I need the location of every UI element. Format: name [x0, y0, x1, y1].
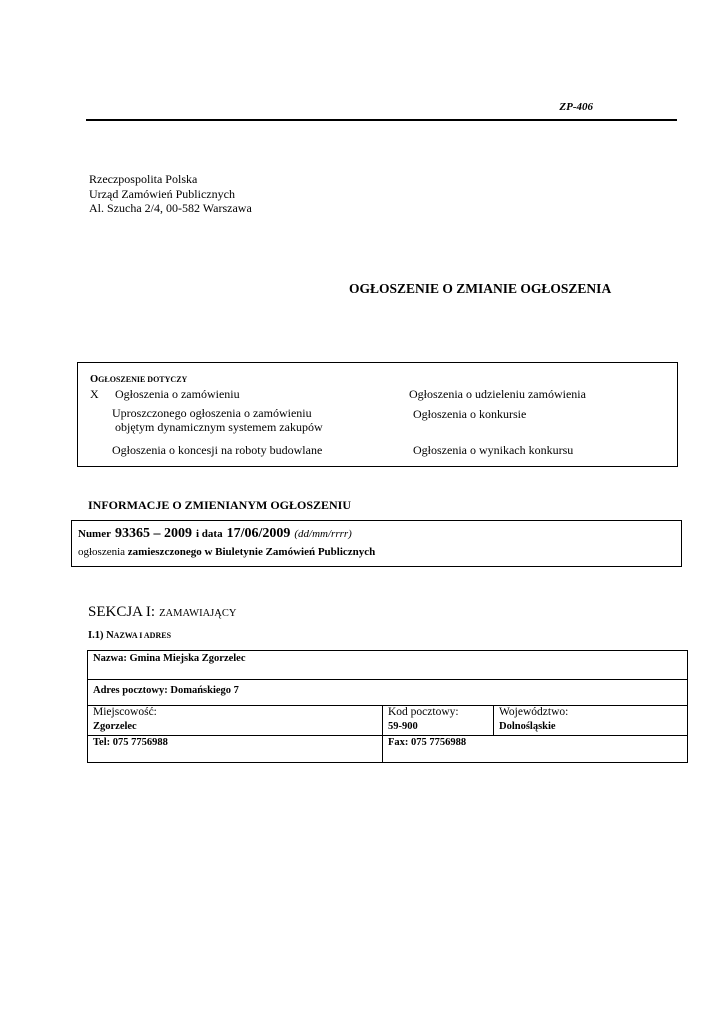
option-zamowienie[interactable]: Ogłoszenia o zamówieniu [115, 387, 240, 401]
date-format: (dd/mm/rrrr) [294, 528, 352, 540]
postal-code-label: Kod pocztowy: [388, 706, 459, 718]
publication-line: ogłoszenia zamieszczonego w Biuletynie Zamówień Publicznych [78, 546, 376, 558]
option-wyniki[interactable]: Ogłoszenia o wynikach konkursu [413, 443, 574, 457]
column-divider [382, 705, 383, 763]
changed-notice-heading: INFORMACJE O ZMIENIANYM OGŁOSZENIU [88, 498, 352, 512]
changed-notice-box [71, 520, 682, 567]
contracting-authority-table [87, 650, 688, 763]
notice-concerns-box [77, 362, 678, 467]
page-title: OGŁOSZENIE O ZMIANIE OGŁOSZENIA [349, 281, 612, 296]
notice-number: 93365 – 2009 [115, 526, 192, 541]
selected-mark[interactable]: X [90, 387, 99, 401]
notice-concerns-heading: OGŁOSZENIE DOTYCZY [90, 374, 188, 385]
postal-address-field: Adres pocztowy: Domańskiego 7 [93, 685, 239, 696]
issuer-line-2: Urząd Zamówień Publicznych [89, 186, 235, 201]
postal-code-value: 59-900 [388, 721, 418, 732]
province-value: Dolnośląskie [499, 721, 556, 732]
issuer-line-3: Al. Szucha 2/4, 00-582 Warszawa [89, 201, 252, 215]
fax-field: Fax: 075 7756988 [388, 737, 467, 748]
option-uproszczone[interactable]: Uproszczonego ogłoszenia o zamówieniu objętym dynamicznym systemem zakupów [112, 406, 323, 434]
province-label: Województwo: [499, 706, 569, 718]
issuer-address [89, 172, 252, 216]
option-konkurs[interactable]: Ogłoszenia o konkursie [413, 407, 527, 421]
option-udzielenie[interactable]: Ogłoszenia o udzieleniu zamówienia [409, 387, 586, 401]
form-code: ZP-406 [559, 101, 593, 113]
issuer-line-1: Rzeczpospolita Polska [89, 172, 198, 186]
row-divider [88, 735, 687, 736]
phone-field: Tel: 075 7756988 [93, 737, 168, 748]
column-divider [493, 705, 494, 735]
section-1-subtitle: I.1) NAZWA I ADRES [88, 630, 172, 641]
header-rule [86, 119, 677, 121]
notice-date: 17/06/2009 [226, 526, 291, 541]
option-koncesja[interactable]: Ogłoszenia o koncesji na roboty budowlane [112, 443, 323, 457]
city-value: Zgorzelec [93, 721, 137, 732]
name-field: Nazwa: Gmina Miejska Zgorzelec [93, 653, 246, 664]
notice-number-line: Numer 93365 – 2009 i data 17/06/2009 (dd/mm/rrrr) [78, 526, 352, 541]
section-1-title: SEKCJA I: ZAMAWIAJĄCY [88, 604, 237, 620]
city-label: Miejscowość: [93, 706, 157, 718]
row-divider [88, 679, 687, 680]
